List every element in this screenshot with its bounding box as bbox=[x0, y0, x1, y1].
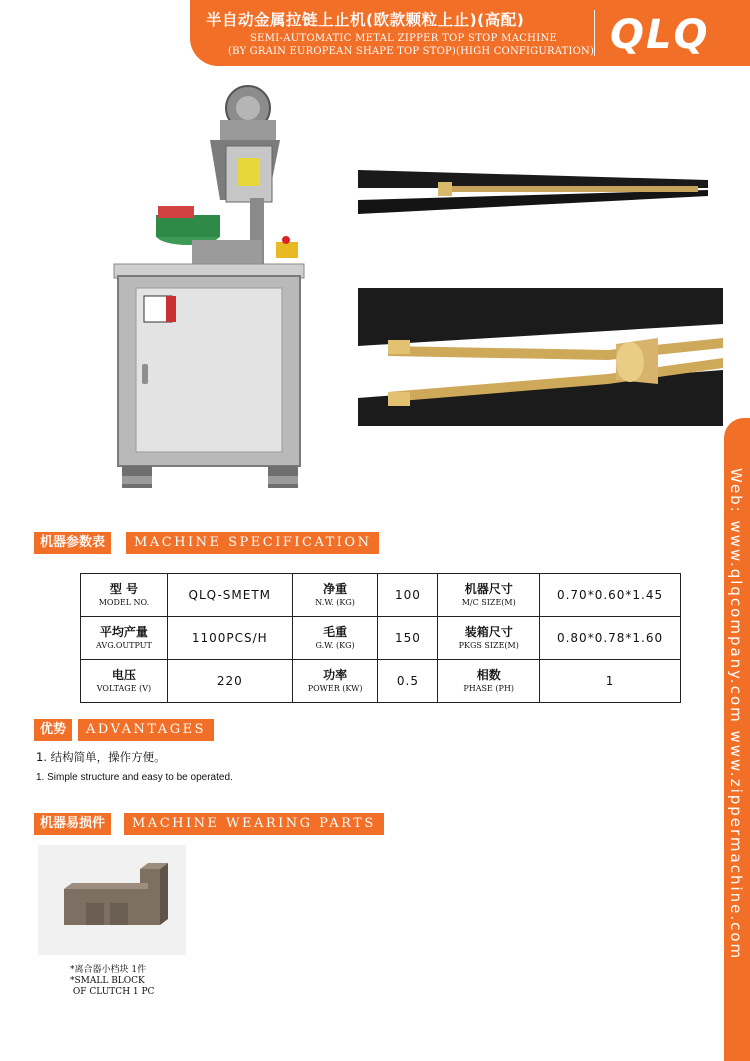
spec-heading-en: MACHINE SPECIFICATION bbox=[126, 532, 379, 554]
spec-value: 0.70*0.60*1.45 bbox=[540, 574, 681, 617]
spec-value: 100 bbox=[378, 574, 438, 617]
spec-value: QLQ-SMETM bbox=[167, 574, 292, 617]
spec-value: 0.5 bbox=[378, 660, 438, 703]
clutch-block-photo bbox=[38, 845, 186, 955]
part-caption-line3: OF CLUTCH 1 PC bbox=[70, 987, 155, 997]
part-caption-line1: *离合器小档块 1件 bbox=[70, 965, 147, 975]
zipper-photo-small bbox=[358, 160, 708, 224]
table-row bbox=[81, 574, 681, 617]
part-caption-line2: *SMALL BLOCK bbox=[70, 976, 145, 986]
side-website-text bbox=[727, 468, 747, 1028]
table-row bbox=[81, 660, 681, 703]
spec-label: 型 号 MODEL NO. bbox=[81, 574, 168, 617]
part-caption bbox=[70, 965, 154, 998]
zipper-photo-closeup bbox=[358, 288, 723, 426]
spec-label: 功率 POWER (KW) bbox=[292, 660, 378, 703]
spec-label: 电压 VOLTAGE (V) bbox=[81, 660, 168, 703]
advantages-heading-cn: 优势 bbox=[34, 719, 72, 741]
header-banner bbox=[190, 0, 750, 66]
advantages-heading-en: ADVANTAGES bbox=[78, 719, 214, 741]
spec-heading-cn: 机器参数表 bbox=[34, 532, 111, 554]
spec-table bbox=[80, 573, 681, 703]
website-text: Web: www.qlqcompany.com www.zippermachine.com bbox=[727, 468, 745, 961]
title-en-line1: SEMI-AUTOMATIC METAL ZIPPER TOP STOP MACHINE bbox=[250, 33, 558, 44]
spec-label: 装箱尺寸 PKGS SIZE(M) bbox=[438, 617, 540, 660]
spec-label: 平均产量 AVG.OUTPUT bbox=[81, 617, 168, 660]
header-divider bbox=[594, 10, 595, 56]
machine-photo bbox=[100, 80, 330, 500]
spec-value: 0.80*0.78*1.60 bbox=[540, 617, 681, 660]
spec-value: 1 bbox=[540, 660, 681, 703]
spec-label: 相数 PHASE (PH) bbox=[438, 660, 540, 703]
table-row bbox=[81, 617, 681, 660]
spec-value: 150 bbox=[378, 617, 438, 660]
advantage-item-en: 1. Simple structure and easy to be operated. bbox=[36, 772, 233, 783]
wearing-parts-heading-en: MACHINE WEARING PARTS bbox=[124, 813, 384, 835]
spec-label: 毛重 G.W. (KG) bbox=[292, 617, 378, 660]
advantage-item-cn: 1. 结构简单，操作方便。 bbox=[36, 750, 166, 764]
spec-value: 220 bbox=[167, 660, 292, 703]
wearing-parts-heading-cn: 机器易损件 bbox=[34, 813, 111, 835]
spec-value: 1100PCS/H bbox=[167, 617, 292, 660]
title-en-line2: (BY GRAIN EUROPEAN SHAPE TOP STOP)(HIGH CONFIGURATION) bbox=[228, 46, 595, 57]
qlq-logo: QLQ bbox=[610, 12, 710, 58]
spec-label: 机器尺寸 M/C SIZE(M) bbox=[438, 574, 540, 617]
title-cn: 半自动金属拉链上止机(欧款颗粒上止)(高配) bbox=[206, 11, 525, 29]
spec-label: 净重 N.W. (KG) bbox=[292, 574, 378, 617]
